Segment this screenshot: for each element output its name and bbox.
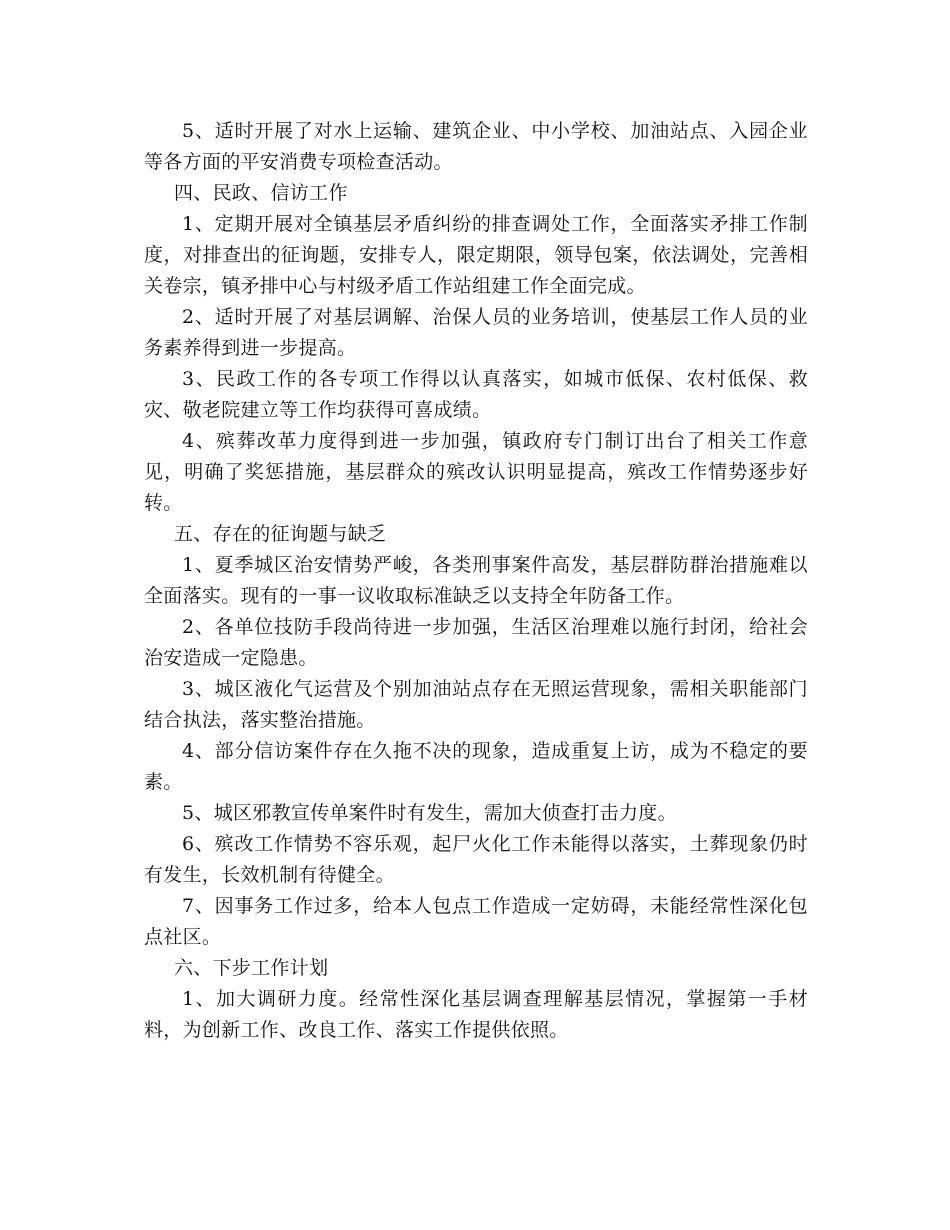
paragraph: 3、民政工作的各专项工作得以认真落实，如城市低保、农村低保、救灾、敬老院建立等工作均获得可喜成绩。 (144, 368, 808, 421)
paragraph: 6、殡改工作情势不容乐观，起尸火化工作未能得以落实，土葬现象仍时有发生，长效机制有待健全。 (144, 833, 808, 886)
document-body (144, 116, 808, 1046)
section-heading: 四、民政、信访工作 (174, 182, 348, 204)
paragraph: 1、定期开展对全镇基层矛盾纠纷的排查调处工作，全面落实矛排工作制度，对排查出的征询题，安排专人，限定期限，领导包案，依法调处，完善相关卷宗，镇矛排中心与村级矛盾工作站组建工作全面完成。 (144, 213, 808, 297)
section-heading: 五、存在的征询题与缺乏 (174, 523, 387, 545)
paragraph: 3、城区液化气运营及个别加油站点存在无照运营现象，需相关职能部门结合执法，落实整治措施。 (144, 678, 808, 731)
paragraph: 5、适时开展了对水上运输、建筑企业、中小学校、加油站点、入园企业等各方面的平安消费专项检查活动。 (144, 120, 808, 173)
paragraph: 4、部分信访案件存在久拖不决的现象，造成重复上访，成为不稳定的要素。 (144, 740, 808, 793)
paragraph: 5、城区邪教宣传单案件时有发生，需加大侦查打击力度。 (182, 802, 677, 824)
paragraph: 7、因事务工作过多，给本人包点工作造成一定妨碍，未能经常性深化包点社区。 (144, 895, 808, 948)
paragraph: 1、夏季城区治安情势严峻，各类刑事案件高发，基层群防群治措施难以全面落实。现有的一事一议收取标准缺乏以支持全年防备工作。 (144, 554, 808, 607)
section-heading: 六、下步工作计划 (174, 957, 329, 979)
paragraph: 2、适时开展了对基层调解、治保人员的业务培训，使基层工作人员的业务素养得到进一步提高。 (144, 306, 808, 359)
paragraph: 2、各单位技防手段尚待进一步加强，生活区治理难以施行封闭，给社会治安造成一定隐患。 (144, 616, 808, 669)
paragraph: 1、加大调研力度。经常性深化基层调查理解基层情况，掌握第一手材料，为创新工作、改良工作、落实工作提供依照。 (144, 988, 808, 1041)
paragraph: 4、殡葬改革力度得到进一步加强，镇政府专门制订出台了相关工作意见，明确了奖惩措施，基层群众的殡改认识明显提高，殡改工作情势逐步好转。 (144, 430, 808, 514)
